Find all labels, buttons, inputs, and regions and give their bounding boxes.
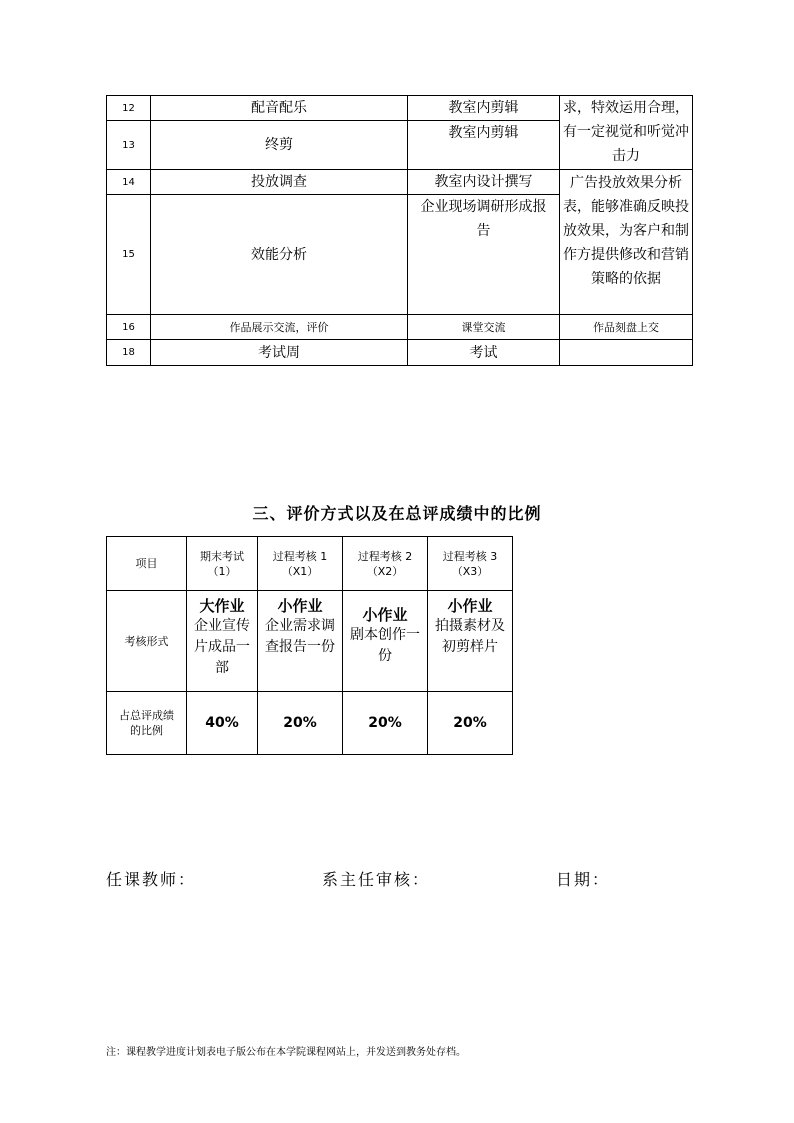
header-final-exam: 期末考试 （1） [187,537,258,591]
row-number: 16 [107,315,151,340]
form-work-type: 小作业 [362,606,408,624]
row-result [560,340,693,366]
schedule-table [106,95,693,366]
teacher-signature-label: 任课教师： [106,870,197,889]
row-result: 作品刻盘上交 [560,315,693,340]
ratio-label: 占总评成绩的比例 [107,692,187,755]
row-method: 企业现场调研形成报告 [408,195,560,315]
table-row [107,96,693,121]
row-content: 作品展示交流，评价 [151,315,408,340]
ratio-value: 40% [187,692,258,755]
row-result: 广告投放效果分析表，能够准确反映投放效果，为客户和制作方提供修改和营销策略的依据 [560,170,693,315]
header-item: 项目 [107,537,187,591]
ratio-value: 20% [258,692,343,755]
row-content: 终剪 [151,121,408,170]
form-cell [258,591,343,692]
row-number: 13 [107,121,151,170]
row-number: 15 [107,195,151,315]
form-cell [428,591,513,692]
form-work-type: 小作业 [277,597,323,615]
table-row [107,340,693,366]
form-cell [343,591,428,692]
header-process-2: 过程考核 2 （X2） [343,537,428,591]
evaluation-ratio-row [107,692,513,755]
row-method: 教室内剪辑 [408,96,560,121]
header-process-1: 过程考核 1 （X1） [258,537,343,591]
row-content: 配音配乐 [151,96,408,121]
row-method: 教室内设计撰写 [408,170,560,195]
row-method: 教室内剪辑 [408,121,560,170]
evaluation-table [106,536,513,755]
row-method: 考试 [408,340,560,366]
form-cell [187,591,258,692]
row-result: 求，特效运用合理，有一定视觉和听觉冲击力 [560,96,693,170]
row-number: 18 [107,340,151,366]
footnote: 注：课程教学进度计划表电子版公布在本学院课程网站上，并发送到教务处存档。 [106,1047,466,1058]
form-description: 企业宣传片成品一部 [194,618,250,676]
form-work-type: 大作业 [199,597,245,615]
form-description: 剧本创作一份 [350,627,420,664]
evaluation-form-row [107,591,513,692]
row-number: 12 [107,96,151,121]
form-description: 企业需求调查报告一份 [265,618,335,655]
row-content: 效能分析 [151,195,408,315]
form-label: 考核形式 [107,591,187,692]
header-process-3: 过程考核 3 （X3） [428,537,513,591]
section-title: 三、评价方式以及在总评成绩中的比例 [252,504,542,523]
row-content: 考试周 [151,340,408,366]
date-label: 日期： [556,870,611,889]
form-work-type: 小作业 [447,597,493,615]
evaluation-header-row [107,537,513,591]
table-row [107,170,693,195]
row-method: 课堂交流 [408,315,560,340]
row-content: 投放调查 [151,170,408,195]
row-number: 14 [107,170,151,195]
ratio-value: 20% [428,692,513,755]
form-description: 拍摄素材及初剪样片 [435,618,505,655]
ratio-value: 20% [343,692,428,755]
table-row [107,315,693,340]
director-review-label: 系主任审核： [322,870,431,889]
